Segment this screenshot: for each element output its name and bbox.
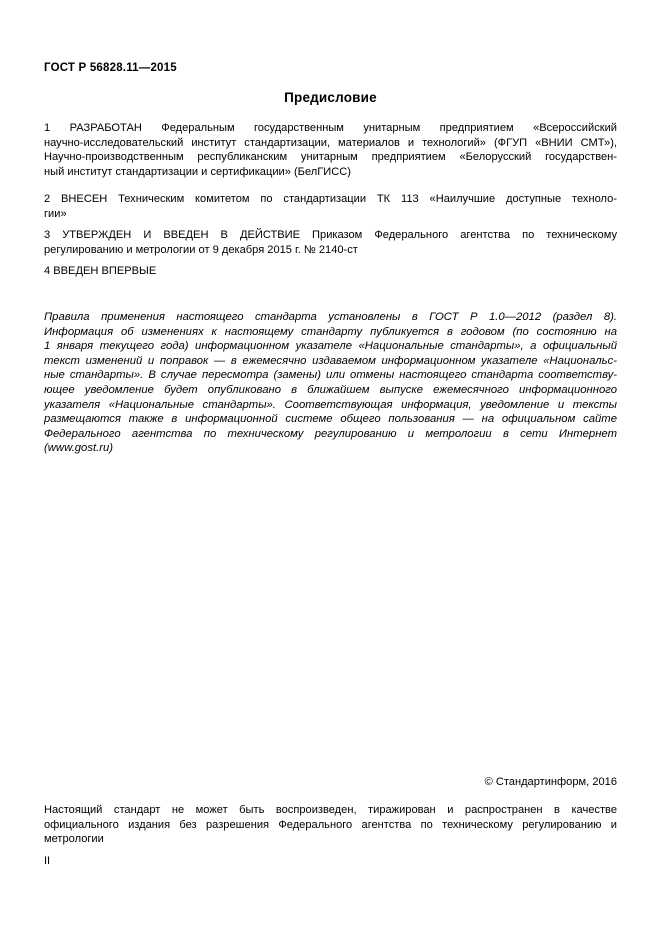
notice-line: указателя «Национальные стандарты». Соответствующая информация, уведомление и тексты	[44, 398, 617, 411]
notice-line: Информация об изменениях к настоящему стандарту публикуется в годовом (по состоянию на	[44, 325, 617, 338]
page-title: Предисловие	[284, 90, 377, 105]
running-header: ГОСТ Р 56828.11—2015	[44, 62, 177, 74]
clause-4	[44, 264, 617, 279]
notice-line: 1 января текущего года) информационном указателе «Национальные стандарты», а официальный	[44, 340, 617, 353]
application-rules-notice	[44, 310, 617, 456]
clause-line: ный институт стандартизации и сертификации» (БелГИСС)	[44, 165, 351, 178]
bottom-note-line: Настоящий стандарт не может быть воспроизведен, тиражирован и распространен в качестве	[44, 804, 617, 816]
copyright-line: © Стандартинформ, 2016	[484, 776, 617, 788]
notice-line: текст изменений и поправок — в ежемесячно издаваемом информационном указателе «Национальc-	[44, 354, 617, 367]
notice-line: (www.gost.ru)	[44, 442, 114, 455]
notice-line: Федерального агентства по техническому регулированию и метрологии в сети Интернет	[44, 427, 617, 440]
clause-line: 3 УТВЕРЖДЕН И ВВЕДЕН В ДЕЙСТВИЕ Приказом Федерального агентства по техническому	[44, 229, 617, 241]
notice-line: размещаются также в информационной системе общего пользования — на официальном сайте	[44, 413, 617, 426]
notice-line: ющее уведомление будет опубликовано в ближайшем выпуске ежемесячного информационного	[44, 383, 617, 396]
clause-2	[44, 192, 617, 221]
clause-line: регулированию и метрологии от 9 декабря 2015 г. № 2140-ст	[44, 243, 358, 256]
clause-line: 1 РАЗРАБОТАН Федеральным государственным унитарным предприятием «Всероссийский	[44, 122, 617, 134]
clause-line: 2 ВНЕСЕН Техническим комитетом по стандартизации ТК 113 «Наилучшие доступные техноло-	[44, 193, 617, 205]
clause-line: Научно-производственным республиканским унитарным предприятием «Белорусский государствен-	[44, 151, 617, 164]
notice-line: Правила применения настоящего стандарта установлены в ГОСТ Р 1.0—2012 (раздел 8).	[44, 311, 617, 323]
clause-line: 4 ВВЕДЕН ВПЕРВЫЕ	[44, 265, 157, 277]
bottom-note-line: официального издания без разрешения Федерального агентства по техническому регулированию и	[44, 818, 617, 831]
page-number: II	[44, 855, 51, 867]
clause-1	[44, 121, 617, 179]
clause-3	[44, 228, 617, 257]
clause-line: научно-исследовательский институт стандартизации, материалов и технологий» (ФГУП «ВНИИ СМТ»),	[44, 136, 617, 149]
notice-line: ные стандарты». В случае пересмотра (замены) или отмены настоящего стандарта соответству-	[44, 369, 617, 382]
reproduction-restriction-note	[44, 803, 617, 847]
clause-line: гии»	[44, 207, 67, 220]
bottom-note-line: метрологии	[44, 833, 104, 846]
